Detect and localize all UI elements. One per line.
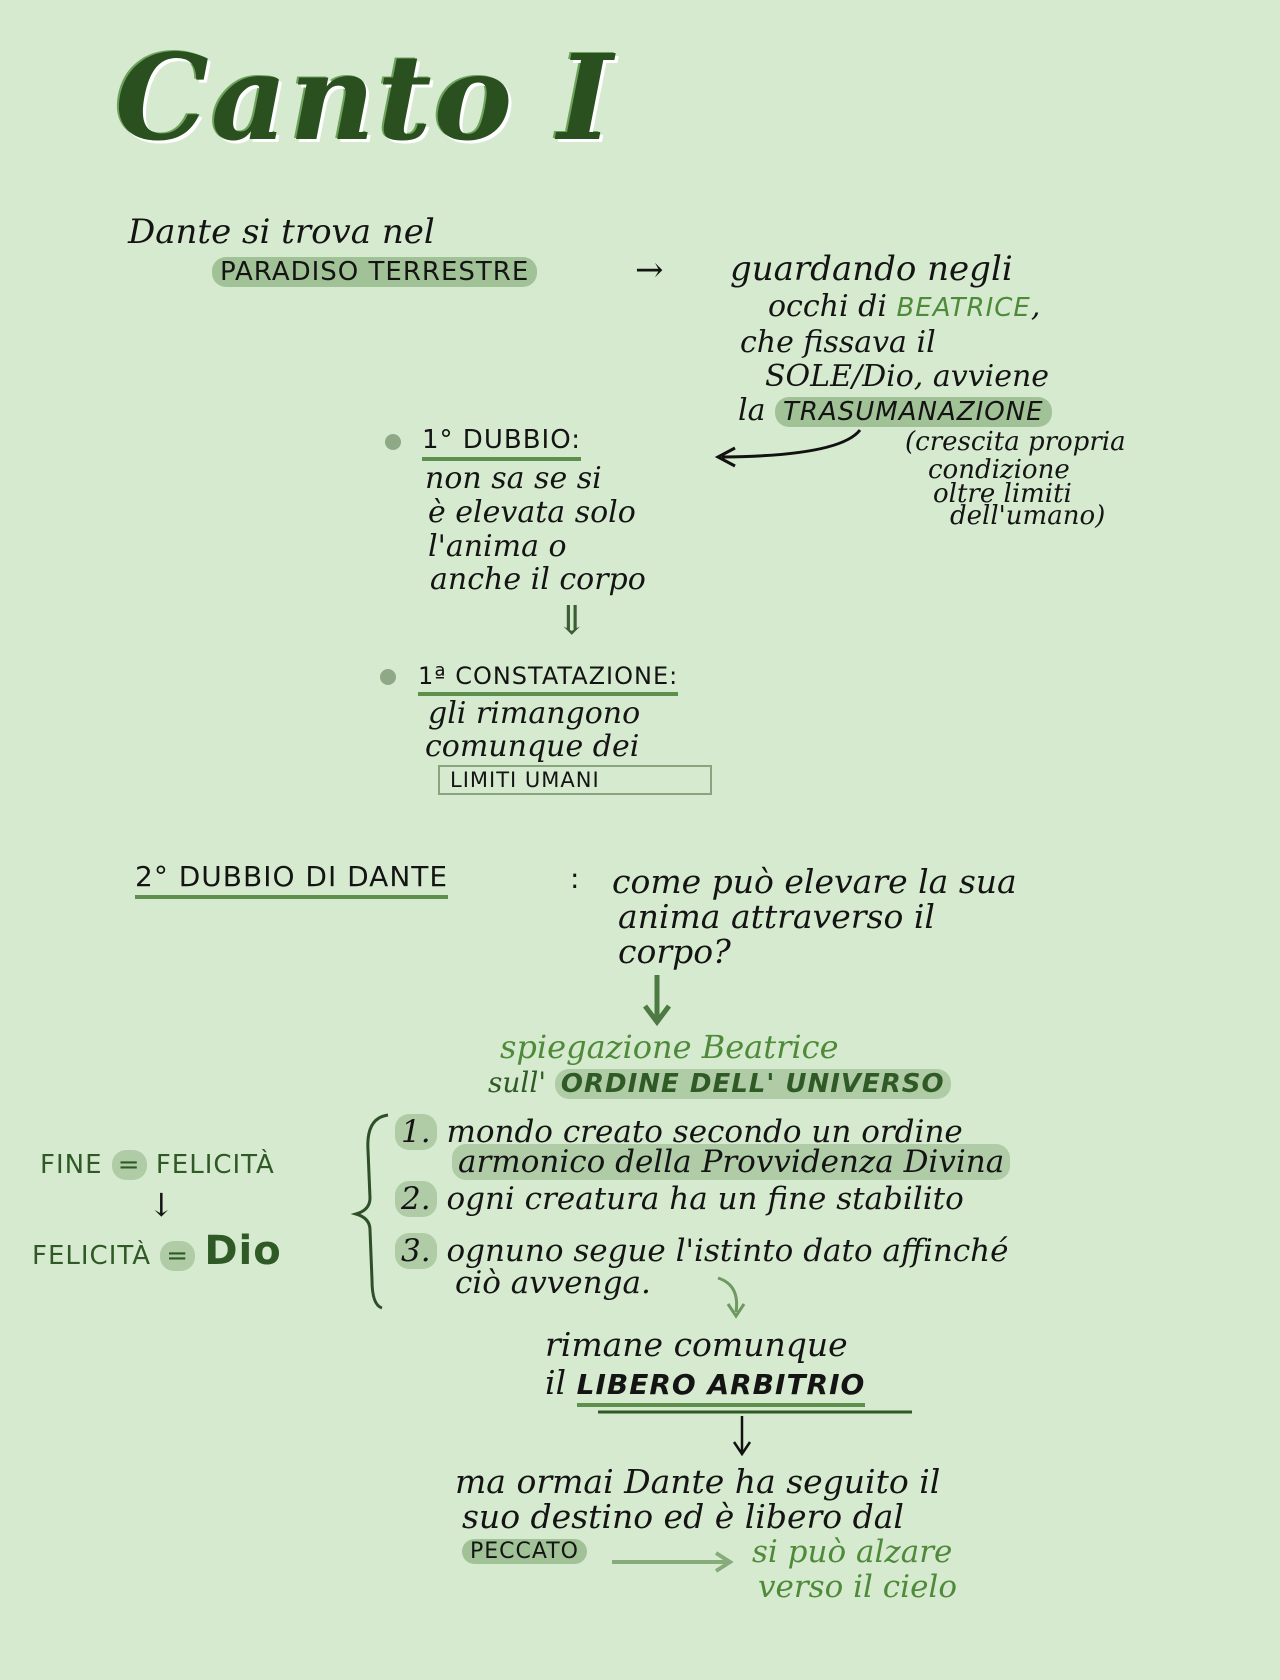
curly-brace-icon (356, 1115, 388, 1308)
doubt-1-label: 1° DUBBIO: (422, 425, 581, 461)
point-1-line-2: armonico della Provvidenza Divina (452, 1144, 1010, 1180)
doubt-2-line-2: anima attraverso il (618, 897, 935, 936)
free-will-line-1: rimane comunque (545, 1325, 848, 1364)
trasumanazione-note-2: condizione (928, 455, 1070, 485)
point-2-number: 2. (395, 1181, 437, 1217)
finding-1-label: 1ª CONSTATAZIONE: (418, 662, 678, 696)
trasumanazione-note-1: (crescita propria (905, 427, 1126, 457)
small-curved-arrow-icon (718, 1278, 737, 1312)
beatrice-name: BEATRICE (896, 293, 1031, 323)
curved-arrow-icon (722, 430, 860, 457)
limiti-umani-box: LIMITI UMANI (438, 765, 712, 795)
point-3-line-1: ognuno segue l'istinto dato affinché (446, 1233, 1009, 1269)
finding-1-line-2: comunque dei (425, 729, 640, 764)
doubt-2-line-1: come può elevare la sua (612, 862, 1017, 901)
trasumanazione-note-3: oltre limiti (933, 479, 1072, 509)
peccato-label: PECCATO (462, 1539, 587, 1564)
right-arrow-icon: → (635, 250, 664, 290)
explanation-line-1: spiegazione Beatrice (500, 1028, 839, 1066)
point-3-number: 3. (395, 1233, 437, 1269)
intro-line: Dante si trova nel (128, 212, 435, 252)
fine-label: FINE (40, 1150, 103, 1180)
gaze-line-3: che fissava il (740, 325, 936, 360)
gaze-line-5-prefix: la (738, 393, 766, 428)
equals-sign-2: = (160, 1241, 195, 1271)
page-title: Canto I (115, 28, 615, 167)
doubt-1-line-3: l'anima o (428, 529, 567, 564)
doubt-1-line-1: non sa se si (425, 461, 602, 496)
libero-arbitrio-label: LIBERO ARBITRIO (577, 1368, 866, 1407)
felicita-label: FELICITÀ (155, 1150, 275, 1180)
point-1-line-1: mondo creato secondo un ordine (446, 1114, 963, 1150)
explanation-prefix: sull' (488, 1066, 547, 1099)
doubt-2-colon: : (570, 862, 581, 895)
free-will-prefix: il (545, 1363, 567, 1402)
doubt-2-label: 2° DUBBIO DI DANTE (135, 860, 448, 899)
finding-1-line-1: gli rimangono (428, 696, 641, 731)
ending-result-1: si può alzare (752, 1534, 953, 1570)
gaze-line-2-suffix: , (1030, 289, 1041, 324)
ordine-universo-label: ORDINE DELL' UNIVERSO (555, 1069, 951, 1099)
trasumanazione-note-4: dell'umano) (950, 501, 1106, 531)
trasumanazione-label: TRASUMANAZIONE (775, 397, 1052, 427)
ending-line-2: suo destino ed è libero dal (462, 1497, 904, 1536)
ending-line-1: ma ormai Dante ha seguito il (455, 1462, 941, 1501)
doubt-1-line-4: anche il corpo (430, 562, 646, 597)
doubt-1-line-2: è elevata solo (428, 495, 636, 530)
felicita-label-2: FELICITÀ (32, 1241, 152, 1271)
gaze-line-1: guardando negli (730, 249, 1013, 289)
gaze-line-4: SOLE/Dio, avviene (765, 359, 1050, 394)
point-3-line-2: ciò avvenga. (455, 1265, 651, 1301)
doubt-2-line-3: corpo? (618, 932, 731, 971)
equals-sign: = (112, 1150, 147, 1180)
point-2-line-1: ogni creatura ha un fine stabilito (446, 1181, 964, 1217)
dio-label: Dio (204, 1228, 282, 1274)
ending-result-2: verso il cielo (758, 1569, 957, 1605)
double-down-arrow-icon: ⇓ (555, 598, 589, 644)
down-arrow-icon: ↓ (148, 1186, 175, 1224)
gaze-line-2-prefix: occhi di (768, 289, 887, 324)
point-1-number: 1. (395, 1114, 437, 1150)
paradiso-terrestre-label: PARADISO TERRESTRE (212, 257, 537, 287)
